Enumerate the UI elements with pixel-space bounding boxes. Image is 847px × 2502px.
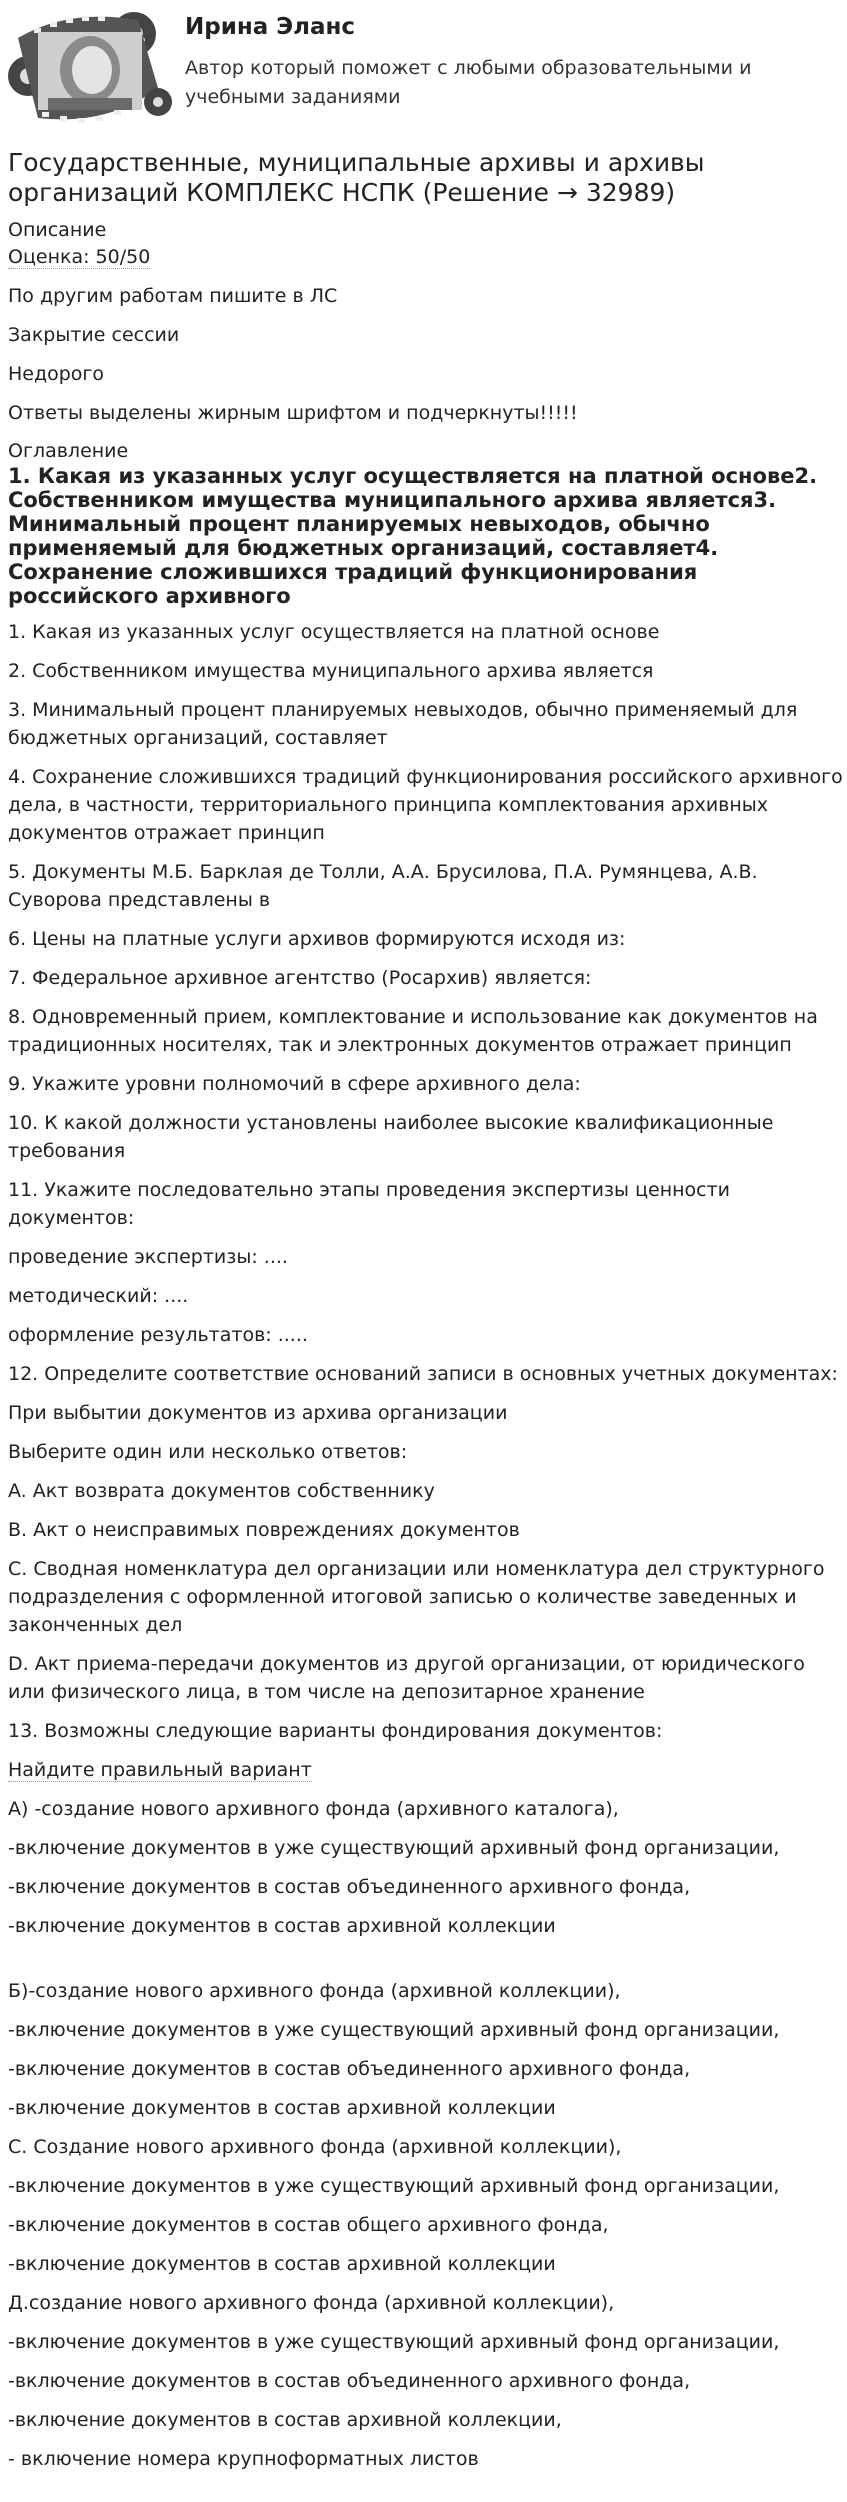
variant-line: А) -создание нового архивного фонда (архивного каталога), (8, 1798, 619, 1820)
question-item: 7. Федеральное архивное агентство (Росархив) является: (8, 967, 592, 989)
variant-line: -включение документов в состав объединенного архивного фонда, (8, 2370, 691, 2392)
question-item: 8. Одновременный прием, комплектование и использование как документов на традиционных носителях, так и электронных документов отражает принцип (8, 1006, 818, 1056)
question-item (8, 1756, 843, 1784)
answer-option: D. Акт приема-передачи документов из другой организации, от юридического или физического лица, в том числе на депозитарное хранение (8, 1653, 805, 1703)
variant-line: -включение документов в состав объединенного архивного фонда, (8, 2058, 691, 2080)
question-item: 11. Укажите последовательно этапы проведения экспертизы ценности документов: (8, 1179, 731, 1229)
question-item: методический: .... (8, 1285, 189, 1307)
variant-line: -включение документов в состав общего архивного фонда, (8, 2214, 609, 2236)
work-content (8, 148, 843, 2484)
answer-option: A. Акт возврата документов собственнику (8, 1480, 435, 1502)
variant-line: -включение документов в состав архивной коллекции (8, 1915, 556, 1937)
question-item: 4. Сохранение сложившихся традиций функционирования российского архивного дела, в частности, территориального принципа комплектования архивных документов отражает принцип (8, 766, 843, 844)
question-item: 5. Документы М.Б. Барклая де Толли, А.А. Брусилова, П.А. Румянцева, А.В. Суворова представлены в (8, 861, 758, 911)
question-item: проведение экспертизы: .... (8, 1246, 288, 1268)
variant-line: -включение документов в состав архивной коллекции (8, 2253, 556, 2275)
rating-text: Оценка: 50/50 (8, 246, 151, 268)
variant-line: С. Создание нового архивного фонда (архивной коллекции), (8, 2136, 622, 2158)
toc-heading: Оглавление (8, 440, 129, 462)
author-name[interactable]: Ирина Эланс (185, 14, 356, 40)
author-description: Автор который поможет с любыми образовательными и учебными заданиями (185, 57, 752, 108)
variant-line: -включение документов в состав объединенного архивного фонда, (8, 1876, 691, 1898)
question-item: 6. Цены на платные услуги архивов формируются исходя из: (8, 928, 626, 950)
variant-line: -включение документов в уже существующий архивный фонд организации, (8, 2331, 780, 2353)
question-item: 10. К какой должности установлены наиболее высокие квалификационные требования (8, 1112, 774, 1162)
toc-bold-summary: 1. Какая из указанных услуг осуществляется на платной основе2. Собственником имущества муниципального архива является3. Минимальный процент планируемых невыходов, обычно применяемый для бюджетных организаций, составляет4. Сохранение сложившихся традиций функционирования российского архивного (8, 464, 818, 608)
question-item: 9. Укажите уровни полномочий в сфере архивного дела: (8, 1073, 581, 1095)
description-line: По другим работам пишите в ЛС (8, 285, 338, 307)
variant-line: -включение документов в состав архивной коллекции (8, 2097, 556, 2119)
question-item: 12. Определите соответствие оснований записи в основных учетных документах: (8, 1363, 838, 1385)
author-avatar[interactable] (8, 8, 176, 132)
work-title: Государственные, муниципальные архивы и архивы организаций КОМПЛЕКС НСПК (Решение → 32989) (8, 148, 705, 207)
question-item: При выбытии документов из архива организации (8, 1402, 508, 1424)
variant-line: Б)-создание нового архивного фонда (архивной коллекции), (8, 1980, 621, 2002)
author-header (8, 8, 839, 134)
variant-line: -включение документов в уже существующий архивный фонд организации, (8, 2019, 780, 2041)
rating (8, 243, 843, 271)
variant-line: -включение документов в уже существующий архивный фонд организации, (8, 1837, 780, 1859)
question-item: Выберите один или несколько ответов: (8, 1441, 408, 1463)
variant-line: Д.создание нового архивного фонда (архивной коллекции), (8, 2292, 615, 2314)
variant-line: -включение документов в уже существующий архивный фонд организации, (8, 2175, 780, 2197)
variant-line: -включение документов в состав архивной коллекции, (8, 2409, 562, 2431)
question-hint: Найдите правильный вариант (8, 1759, 312, 1781)
question-item: 1. Какая из указанных услуг осуществляется на платной основе (8, 621, 660, 643)
description-line: Закрытие сессии (8, 324, 180, 346)
spacer (8, 1951, 843, 1977)
answer-option: B. Акт о неисправимых повреждениях документов (8, 1519, 520, 1541)
answer-option: C. Сводная номенклатура дел организации или номенклатура дел структурного подразделения с оформленной итоговой записью о количестве заведенных и законченных дел (8, 1558, 825, 1636)
question-item: оформление результатов: ..... (8, 1324, 308, 1346)
description-line: Ответы выделены жирным шрифтом и подчеркнуты!!!!! (8, 402, 578, 424)
question-item: 3. Минимальный процент планируемых невыходов, обычно применяемый для бюджетных организаций, составляет (8, 699, 798, 749)
description-line: Недорого (8, 363, 105, 385)
question-item: 2. Собственником имущества муниципального архива является (8, 660, 654, 682)
description-heading: Описание (8, 219, 107, 241)
question-item: 13. Возможны следующие варианты фондирования документов: (8, 1720, 663, 1742)
variant-line: - включение номера крупноформатных листов (8, 2448, 479, 2470)
